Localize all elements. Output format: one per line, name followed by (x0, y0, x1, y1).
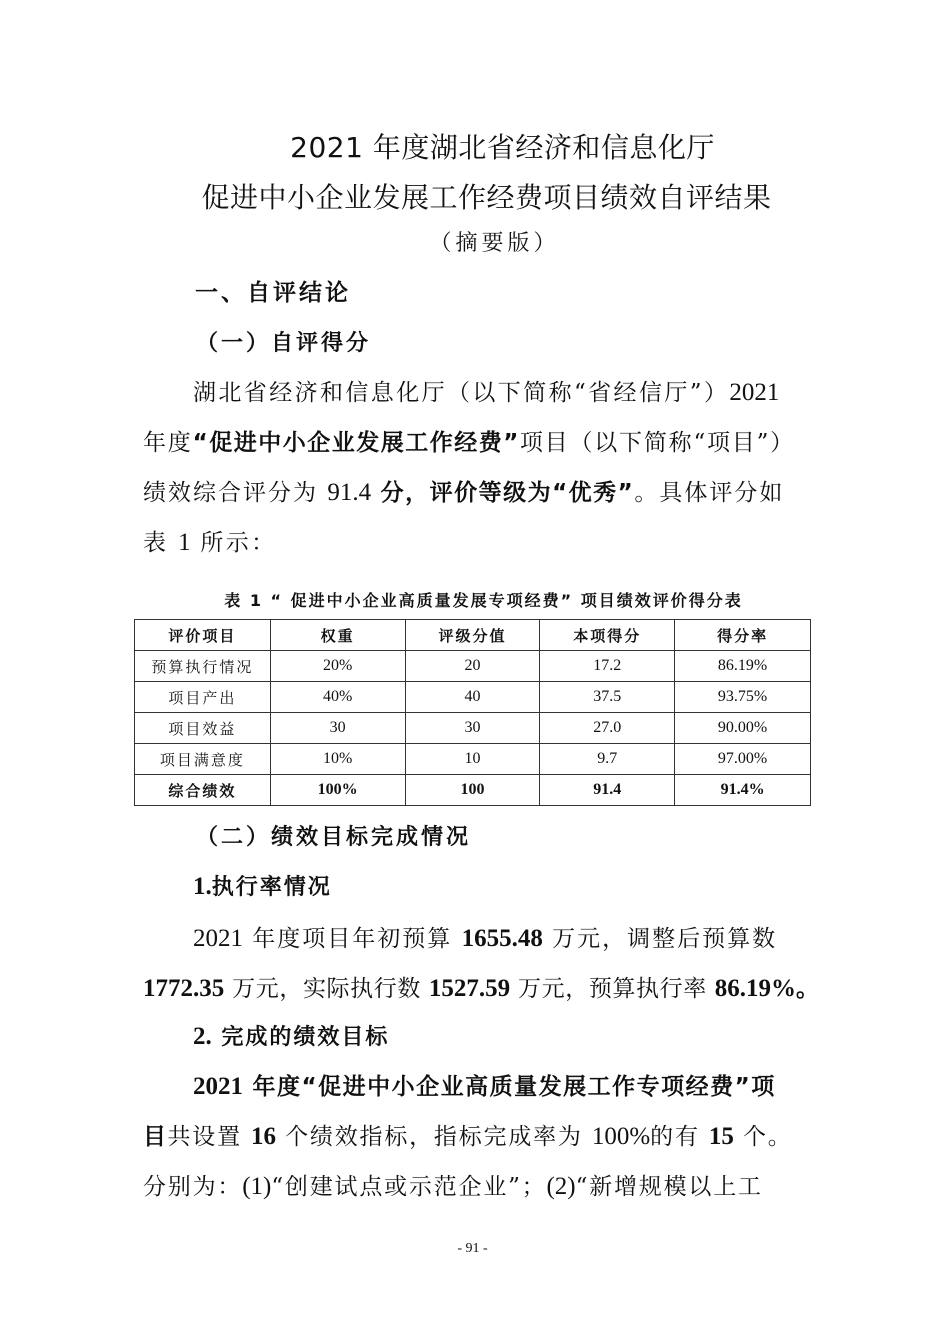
table-header-row (135, 620, 811, 651)
table-cell: 91.4% (675, 775, 811, 806)
column-header: 得分率 (675, 620, 811, 651)
column-header: 评价项目 (135, 620, 271, 651)
paragraph-line (193, 374, 779, 407)
subsection-heading-goals: （二）绩效目标完成情况 (196, 825, 472, 850)
paragraph-line (193, 1068, 776, 1101)
column-header: 评级分值 (405, 620, 540, 651)
table-cell: 27.0 (540, 713, 675, 744)
item-heading-completed-goals (193, 1020, 389, 1051)
list-index: (1) (242, 1173, 272, 1200)
year-value: 2021 (193, 925, 243, 952)
score-table (134, 619, 811, 806)
table-cell: 100 (405, 775, 540, 806)
paragraph-line (193, 920, 777, 953)
document-subtitle: （摘要版） (429, 231, 560, 256)
table-cell: 项目效益 (135, 713, 271, 744)
paragraph-text: 万元，预算执行率 (510, 976, 715, 1002)
table-ref-number: 1 (178, 529, 191, 556)
paragraph-text: 项目（以下简称“项目”） (519, 430, 795, 456)
item-number: 2. (193, 1023, 212, 1050)
column-header: 本项得分 (540, 620, 675, 651)
table-cell: 86.19% (675, 651, 811, 682)
period-mark: 。 (796, 976, 821, 1002)
paragraph-text: 分别为： (143, 1174, 243, 1200)
table-row (135, 682, 811, 713)
document-title-line2: 促进中小企业发展工作经费项目绩效自评结果 (201, 181, 772, 214)
paragraph-text: 年度项目年初预算 (243, 926, 462, 952)
paragraph-text: 万元，调整后预算数 (542, 926, 778, 952)
project-name-bold: “促进中小企业发展工作经费” (192, 430, 520, 456)
paragraph-line (143, 1168, 763, 1201)
table-cell: 17.2 (540, 651, 675, 682)
table-row (135, 744, 811, 775)
paragraph-text: 万元，实际执行数 (224, 976, 429, 1002)
paragraph-line (143, 424, 795, 457)
table-cell: 20 (405, 651, 540, 682)
project-name-bold: 年度“促进中小企业高质量发展工作专项经费”项 (243, 1074, 776, 1100)
table-cell: 9.7 (540, 744, 675, 775)
paragraph-text: 个。 (733, 1124, 793, 1150)
table-cell: 91.4 (540, 775, 675, 806)
execution-rate-value: 86.19% (714, 975, 796, 1002)
item-heading-text: 执行率情况 (211, 875, 332, 900)
table-cell: 90.00% (675, 713, 811, 744)
subsection-heading-score: （一）自评得分 (196, 331, 372, 356)
paragraph-text: 年度 (143, 430, 193, 456)
table-cell: 项目满意度 (135, 744, 271, 775)
document-title-line1: 2021 年度湖北省经济和信息化厅 (290, 131, 715, 164)
adjusted-budget-value: 1772.35 (143, 975, 225, 1002)
table-cell: 20% (270, 651, 405, 682)
paragraph-text: 共设置 (167, 1124, 252, 1150)
paragraph-text: 表 (143, 530, 179, 556)
table-cell: 100% (270, 775, 405, 806)
paragraph-line (143, 474, 784, 507)
table-cell: 项目产出 (135, 682, 271, 713)
table-cell: 预算执行情况 (135, 651, 271, 682)
table-cell: 97.00% (675, 744, 811, 775)
paragraph-text: 绩效综合评分为 (143, 480, 328, 506)
year-value: 2021 (193, 1073, 243, 1100)
table-cell: 40% (270, 682, 405, 713)
table-cell: 10 (405, 744, 540, 775)
table-cell: 综合绩效 (135, 775, 271, 806)
rating-bold: 分，评价等级为“优秀” (371, 480, 635, 506)
paragraph-line (143, 1118, 793, 1151)
paragraph-text: 。具体评分如 (634, 480, 785, 506)
indicator-count: 16 (251, 1123, 277, 1150)
table-cell: 10% (270, 744, 405, 775)
completed-count: 15 (708, 1123, 734, 1150)
table-row (135, 651, 811, 682)
section-heading-conclusion: 一、自评结论 (195, 280, 351, 306)
paragraph-text: “创建试点或示范企业”； (271, 1174, 547, 1200)
table-row (135, 713, 811, 744)
item-heading-text: 完成的绩效目标 (211, 1025, 390, 1050)
page-number: - 91 - (457, 1241, 488, 1256)
actual-execution-value: 1527.59 (428, 975, 511, 1002)
initial-budget-value: 1655.48 (461, 925, 543, 952)
table-cell: 40 (405, 682, 540, 713)
paragraph-text-bold: 目 (143, 1124, 168, 1150)
table-cell: 37.5 (540, 682, 675, 713)
table-cell: 93.75% (675, 682, 811, 713)
completion-pct: 100% (591, 1123, 651, 1150)
overall-score: 91.4 (327, 479, 372, 506)
table-total-row (135, 775, 811, 806)
table-cell: 30 (270, 713, 405, 744)
table-cell: 30 (405, 713, 540, 744)
list-index: (2) (546, 1173, 576, 1200)
paragraph-text: 的有 (650, 1124, 709, 1150)
paragraph-text: 所示： (190, 530, 277, 556)
paragraph-text: “新增规模以上工 (575, 1174, 763, 1200)
table-caption: 表 1 “ 促进中小企业高质量发展专项经费” 项目绩效评价得分表 (224, 591, 743, 610)
year-value: 2021 (729, 379, 780, 406)
paragraph-text: 湖北省经济和信息化厅（以下简称“省经信厅”） (193, 380, 730, 406)
paragraph-line (143, 524, 277, 557)
paragraph-line (143, 970, 821, 1003)
item-heading-execution-rate (193, 870, 332, 901)
item-number: 1. (193, 873, 212, 900)
paragraph-text: 个绩效指标，指标完成率为 (276, 1124, 592, 1150)
column-header: 权重 (270, 620, 405, 651)
